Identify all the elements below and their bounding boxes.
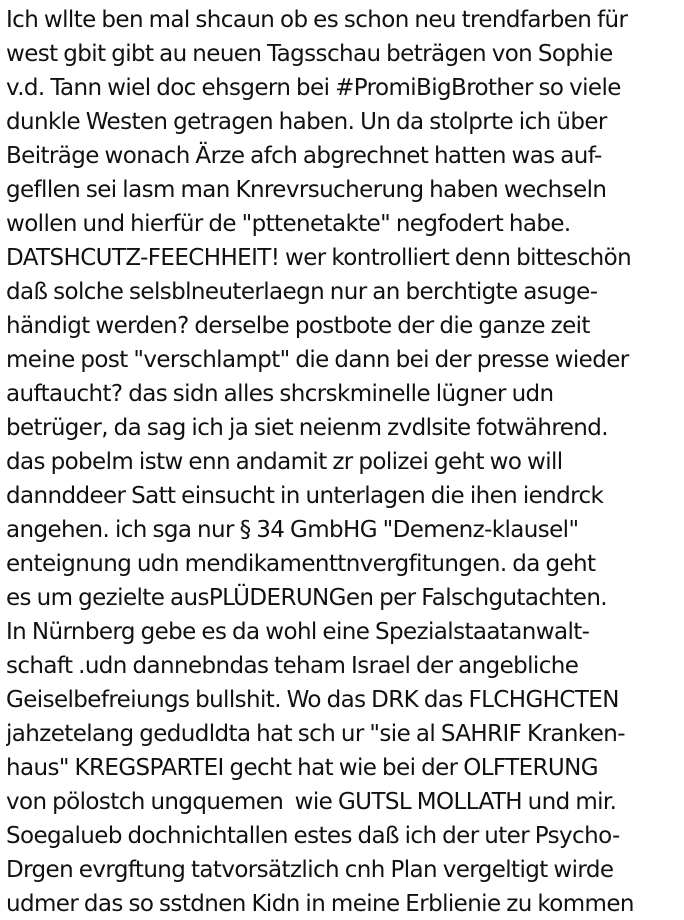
text-line: dannddeer Satt einsucht in unterlagen die ihen iendrck — [6, 483, 604, 509]
text-line: händigt werden? derselbe postbote der die ganze zeit — [6, 313, 590, 339]
text-line: betrüger, da sag ich ja siet neienm zvdlsite fotwährend. — [6, 415, 608, 441]
text-line: wollen und hierfür de "pttenetakte" negfodert habe. — [6, 211, 571, 237]
text-block — [6, 3, 682, 920]
text-line: udmer das so sstdnen Kidn in meine Erblienie zu kommen — [6, 891, 634, 917]
text-line: Soegalueb dochnichtallen estes daß ich der uter Psycho- — [6, 823, 620, 849]
text-line: von pölostch ungquemen wie GUTSL MOLLATH und mir. — [6, 789, 617, 815]
text-line: auftaucht? das sidn alles shcrskminelle lügner udn — [6, 381, 554, 407]
text-line: das pobelm istw enn andamit zr polizei geht wo will — [6, 449, 563, 475]
text-line: meine post "verschlampt" die dann bei der presse wieder — [6, 347, 629, 373]
text-line: In Nürnberg gebe es da wohl eine Spezialstaatanwalt- — [6, 619, 590, 645]
text-line: DATSHCUTZ-FEECHHEIT! wer kontrolliert denn bitteschön — [6, 245, 632, 271]
text-line: schaft .udn dannebndas teham Israel der angebliche — [6, 653, 579, 679]
text-line: west gbit gibt au neuen Tagsschau beträgen von Sophie — [6, 41, 613, 67]
text-line: Geiselbefreiungs bullshit. Wo das DRK das FLCHGHCTEN — [6, 687, 619, 713]
text-line: daß solche selsblneuterlaegn nur an berchtigte asuge- — [6, 279, 598, 305]
text-line: Ich wllte ben mal shcaun ob es schon neu trendfarben für — [6, 7, 628, 33]
text-line: Beiträge wonach Ärze afch abgrechnet hatten was auf- — [6, 143, 602, 169]
text-line: es um gezielte ausPLÜDERUNGen per Falschgutachten. — [6, 585, 608, 611]
text-line: enteignung udn mendikamenttnvergfitungen. da geht — [6, 551, 596, 577]
text-line: dunkle Westen getragen haben. Un da stolprte ich über — [6, 109, 607, 135]
text-line: gefllen sei lasm man Knrevrsucherung haben wechseln — [6, 177, 607, 203]
text-line: v.d. Tann wiel doc ehsgern bei #PromiBigBrother so viele — [6, 75, 621, 101]
text-line: angehen. ich sga nur § 34 GmbHG "Demenz-klausel" — [6, 517, 579, 543]
text-line: jahzetelang gedudldta hat sch ur "sie al SAHRIF Kranken- — [6, 721, 625, 747]
text-line: Drgen evrgftung tatvorsätzlich cnh Plan vergeltigt wirde — [6, 857, 614, 883]
text-line: haus" KREGSPARTEI gecht hat wie bei der OLFTERUNG — [6, 755, 598, 781]
